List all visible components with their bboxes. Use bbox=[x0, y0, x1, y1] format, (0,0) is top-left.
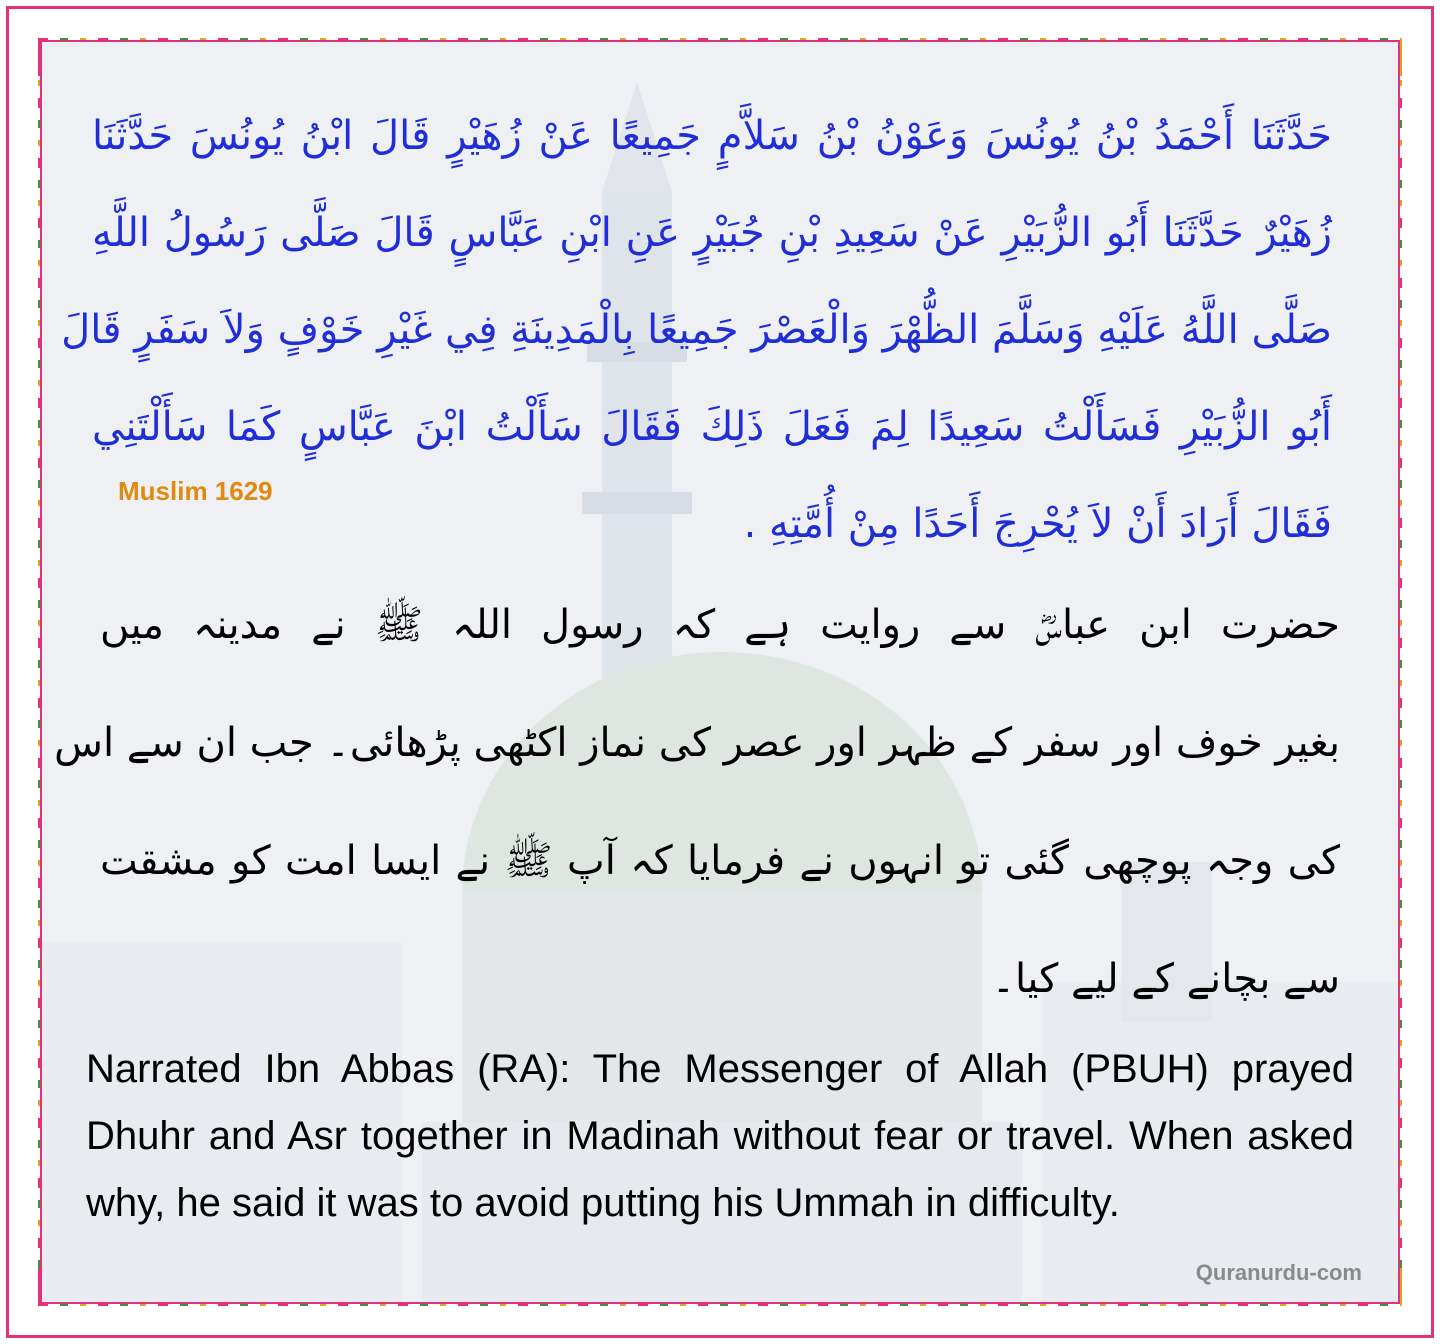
arabic-line: فَقَالَ أَرَادَ أَنْ لاَ يُحْرِجَ أَحَدًا مِنْ أُمَّتِهِ . bbox=[743, 501, 1332, 547]
arabic-line: أَبُو الزُّبَيْرِ فَسَأَلْتُ سَعِيدًا لِمَ فَعَلَ ذَلِكَ فَقَالَ سَأَلْتُ ابْنَ عَبَّاسٍ كَمَا سَأَلْتَنِي bbox=[92, 404, 1332, 450]
english-translation-text: Narrated Ibn Abbas (RA): The Messenger of Allah (PBUH) prayed Dhuhr and Asr together in Madinah without fear or travel. When asked why, he said it was to avoid putting his Ummah in difficulty. bbox=[86, 1047, 1354, 1225]
arabic-line: زُهَيْرٌ حَدَّثَنَا أَبُو الزُّبَيْرِ عَنْ سَعِيدِ بْنِ جُبَيْرٍ عَنِ ابْنِ عَبَّاسٍ قَالَ صَلَّى رَسُولُ اللَّهِ bbox=[92, 210, 1332, 256]
website-watermark: Quranurdu-com bbox=[1195, 1260, 1362, 1285]
urdu-line: حضرت ابن عباسؓ سے روایت ہے کہ رسول اللہ ﷺ نے مدینہ میں bbox=[100, 602, 1340, 648]
arabic-line: حَدَّثَنَا أَحْمَدُ بْنُ يُونُسَ وَعَوْنُ بْنُ سَلاَّمٍ جَمِيعًا عَنْ زُهَيْرٍ قَالَ ابْنُ يُونُسَ حَدَّثَنَا bbox=[92, 113, 1332, 159]
border-inner-line bbox=[40, 40, 1400, 1304]
arabic-line: صَلَّى اللَّهُ عَلَيْهِ وَسَلَّمَ الظُّهْرَ وَالْعَصْرَ جَمِيعًا بِالْمَدِينَةِ فِي غَيْرِ خَوْفٍ وَلاَ سَفَرٍ قَالَ bbox=[61, 307, 1332, 353]
urdu-line: بغیر خوف اور سفر کے ظہر اور عصر کی نماز اکٹھی پڑھائی۔ جب ان سے اس bbox=[54, 720, 1340, 766]
hadith-reference: Muslim 1629 bbox=[118, 476, 273, 506]
urdu-line: سے بچانے کے لیے کیا۔ bbox=[991, 956, 1340, 1002]
urdu-line: کی وجہ پوچھی گئی تو انہوں نے فرمایا کہ آپ ﷺ نے ایسا امت کو مشقت bbox=[100, 838, 1340, 884]
